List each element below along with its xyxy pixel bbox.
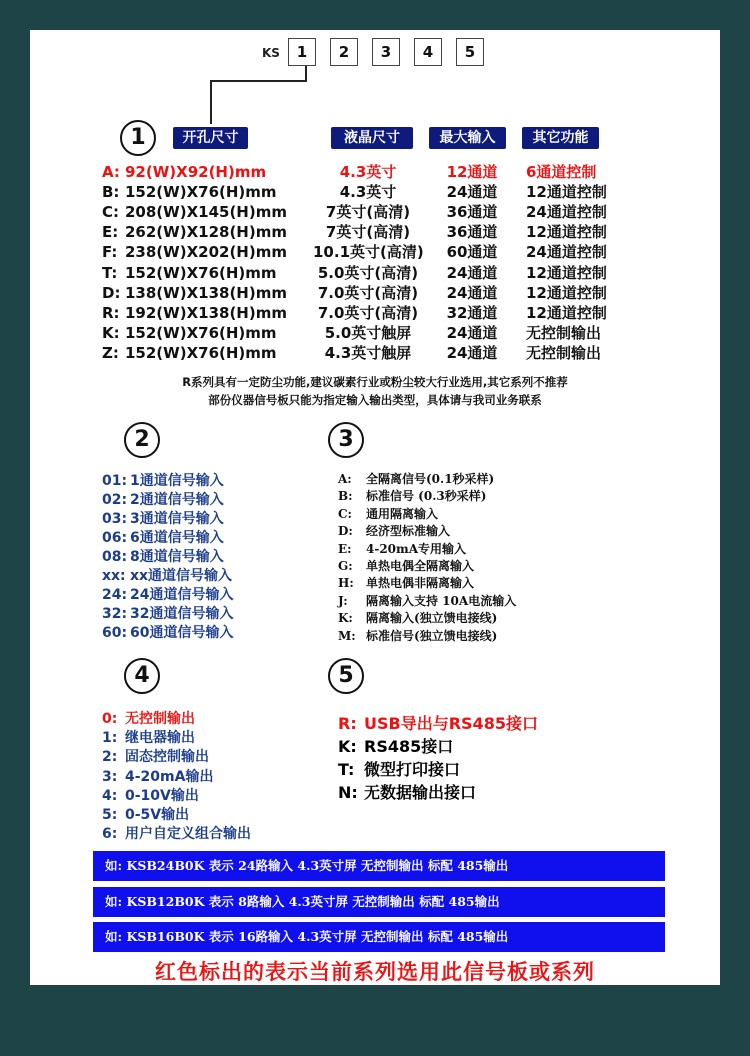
lcd-size-value: 7.0英寸(高清)	[317, 284, 419, 302]
section-2-marker: 2	[124, 422, 160, 458]
signal-type-label: 全隔离信号(0.1秒采样)	[366, 472, 495, 486]
input-count-label: 2通道信号输入	[130, 492, 224, 508]
interface-label: RS485接口	[364, 737, 454, 756]
control-output-label: 用户自定义组合输出	[125, 826, 251, 842]
cutout-code: Z:	[102, 344, 119, 362]
header-other-function: 其它功能	[522, 127, 599, 149]
signal-type-code: G:	[338, 559, 353, 573]
cutout-code: F:	[102, 243, 118, 261]
cutout-size-value: 92(W)X92(H)mm	[125, 163, 267, 181]
example-bar-1: 如: KSB24B0K 表示 24路输入 4.3英寸屏 无控制输出 标配 485输出	[93, 851, 665, 881]
signal-type-code: K:	[338, 611, 353, 625]
cutout-size-value: 152(W)X76(H)mm	[125, 344, 277, 362]
lcd-size-value: 4.3英寸	[339, 183, 397, 201]
control-output-label: 固态控制输出	[125, 749, 209, 765]
other-function-value: 无控制输出	[526, 324, 602, 342]
code-box-2: 2	[330, 38, 358, 66]
connector-line	[210, 80, 307, 82]
example-bar-3: 如: KSB16B0K 表示 16路输入 4.3英寸屏 无控制输出 标配 485输出	[93, 922, 665, 952]
input-count-code: 06:	[102, 530, 128, 546]
input-count-label: 1通道信号输入	[130, 473, 224, 489]
cutout-code: R:	[102, 304, 120, 322]
signal-type-code: J:	[338, 594, 348, 608]
cutout-size-value: 208(W)X145(H)mm	[125, 203, 287, 221]
other-function-value: 24通道控制	[526, 243, 607, 261]
section-5-marker: 5	[328, 658, 364, 694]
control-output-label: 4-20mA输出	[125, 769, 214, 785]
cutout-size-value: 192(W)X138(H)mm	[125, 304, 287, 322]
interface-code: N:	[338, 783, 358, 802]
input-count-label: 32通道信号输入	[130, 606, 234, 622]
cutout-code: T:	[102, 264, 118, 282]
signal-type-label: 通用隔离输入	[366, 507, 439, 521]
max-input-value: 32通道	[446, 304, 498, 322]
note-line-2: 部份仪器信号板只能为指定输入输出类型，具体请与我司业务联系	[208, 393, 542, 407]
interface-label: 无数据输出接口	[364, 783, 477, 802]
signal-type-code: H:	[338, 576, 354, 590]
max-input-value: 12通道	[446, 163, 498, 181]
cutout-code: D:	[102, 284, 121, 302]
signal-type-label: 隔离输入支持 10A电流输入	[366, 594, 517, 608]
signal-type-code: M:	[338, 629, 356, 643]
section-1-marker: 1	[120, 120, 156, 156]
max-input-value: 36通道	[446, 203, 498, 221]
input-count-code: 32:	[102, 606, 128, 622]
signal-type-code: B:	[338, 489, 353, 503]
interface-label: USB导出与RS485接口	[364, 714, 538, 733]
input-count-code: 60:	[102, 625, 128, 641]
lcd-size-value: 7英寸(高清)	[325, 203, 411, 221]
input-count-code: 02:	[102, 492, 128, 508]
control-output-label: 无控制输出	[125, 711, 195, 727]
control-output-label: 0-10V输出	[125, 788, 199, 804]
cutout-code: A:	[102, 163, 120, 181]
section-3-marker: 3	[328, 422, 364, 458]
interface-code: R:	[338, 714, 357, 733]
cutout-size-value: 138(W)X138(H)mm	[125, 284, 287, 302]
other-function-value: 6通道控制	[526, 163, 597, 181]
control-output-code: 2:	[102, 749, 118, 765]
control-output-code: 0:	[102, 711, 118, 727]
control-output-code: 4:	[102, 788, 118, 804]
connector-line	[210, 80, 212, 124]
input-count-label: 24通道信号输入	[130, 587, 234, 603]
max-input-value: 60通道	[446, 243, 498, 261]
signal-type-code: C:	[338, 507, 352, 521]
max-input-value: 24通道	[446, 183, 498, 201]
code-prefix: KS	[262, 46, 280, 60]
other-function-value: 12通道控制	[526, 223, 607, 241]
header-cutout-size: 开孔尺寸	[173, 127, 248, 149]
cutout-code: C:	[102, 203, 120, 221]
input-count-code: 24:	[102, 587, 128, 603]
max-input-value: 36通道	[446, 223, 498, 241]
other-function-value: 12通道控制	[526, 264, 607, 282]
lcd-size-value: 5.0英寸(高清)	[317, 264, 419, 282]
other-function-value: 24通道控制	[526, 203, 607, 221]
lcd-size-value: 5.0英寸触屏	[324, 324, 412, 342]
input-count-label: xx通道信号输入	[130, 568, 233, 584]
signal-type-label: 单热电偶非隔离输入	[366, 576, 475, 590]
other-function-value: 12通道控制	[526, 284, 607, 302]
signal-type-label: 4-20mA专用输入	[366, 542, 467, 556]
header-max-input: 最大输入	[429, 127, 506, 149]
cutout-code: E:	[102, 223, 119, 241]
input-count-code: 08:	[102, 549, 128, 565]
interface-label: 微型打印接口	[364, 760, 461, 779]
lcd-size-value: 4.3英寸	[339, 163, 397, 181]
header-lcd-size: 液晶尺寸	[331, 127, 413, 149]
control-output-code: 6:	[102, 826, 118, 842]
other-function-value: 无控制输出	[526, 344, 602, 362]
max-input-value: 24通道	[446, 324, 498, 342]
code-box-1: 1	[288, 38, 316, 66]
input-count-code: xx:	[102, 568, 126, 584]
signal-type-label: 标准信号 (0.3秒采样)	[366, 489, 487, 503]
signal-type-code: D:	[338, 524, 353, 538]
code-box-4: 4	[414, 38, 442, 66]
input-count-label: 8通道信号输入	[130, 549, 224, 565]
control-output-label: 继电器输出	[125, 730, 195, 746]
cutout-size-value: 152(W)X76(H)mm	[125, 183, 277, 201]
input-count-label: 6通道信号输入	[130, 530, 224, 546]
signal-type-code: A:	[338, 472, 352, 486]
other-function-value: 12通道控制	[526, 183, 607, 201]
cutout-size-value: 152(W)X76(H)mm	[125, 324, 277, 342]
max-input-value: 24通道	[446, 344, 498, 362]
note-line-1: R系列具有一定防尘功能,建议碳素行业或粉尘较大行业选用,其它系列不推荐	[182, 375, 568, 389]
control-output-code: 5:	[102, 807, 118, 823]
control-output-code: 3:	[102, 769, 118, 785]
lcd-size-value: 7.0英寸(高清)	[317, 304, 419, 322]
code-box-5: 5	[456, 38, 484, 66]
control-output-label: 0-5V输出	[125, 807, 190, 823]
interface-code: K:	[338, 737, 357, 756]
signal-type-label: 经济型标准输入	[366, 524, 451, 538]
lcd-size-value: 7英寸(高清)	[325, 223, 411, 241]
signal-type-label: 单热电偶全隔离输入	[366, 559, 475, 573]
cutout-code: B:	[102, 183, 120, 201]
input-count-label: 60通道信号输入	[130, 625, 234, 641]
footer-note: 红色标出的表示当前系列选用此信号板或系列	[155, 960, 595, 984]
other-function-value: 12通道控制	[526, 304, 607, 322]
cutout-size-value: 152(W)X76(H)mm	[125, 264, 277, 282]
max-input-value: 24通道	[446, 264, 498, 282]
cutout-size-value: 238(W)X202(H)mm	[125, 243, 287, 261]
signal-type-label: 隔离输入(独立馈电接线)	[366, 611, 498, 625]
input-count-code: 03:	[102, 511, 128, 527]
input-count-label: 3通道信号输入	[130, 511, 224, 527]
lcd-size-value: 10.1英寸(高清)	[313, 243, 424, 261]
interface-code: T:	[338, 760, 355, 779]
input-count-code: 01:	[102, 473, 128, 489]
control-output-code: 1:	[102, 730, 118, 746]
example-bar-2: 如: KSB12B0K 表示 8路输入 4.3英寸屏 无控制输出 标配 485输出	[93, 887, 665, 917]
lcd-size-value: 4.3英寸触屏	[324, 344, 412, 362]
code-box-3: 3	[372, 38, 400, 66]
cutout-code: K:	[102, 324, 120, 342]
section-4-marker: 4	[124, 658, 160, 694]
signal-type-label: 标准信号(独立馈电接线)	[366, 629, 498, 643]
signal-type-code: E:	[338, 542, 352, 556]
cutout-size-value: 262(W)X128(H)mm	[125, 223, 287, 241]
max-input-value: 24通道	[446, 284, 498, 302]
